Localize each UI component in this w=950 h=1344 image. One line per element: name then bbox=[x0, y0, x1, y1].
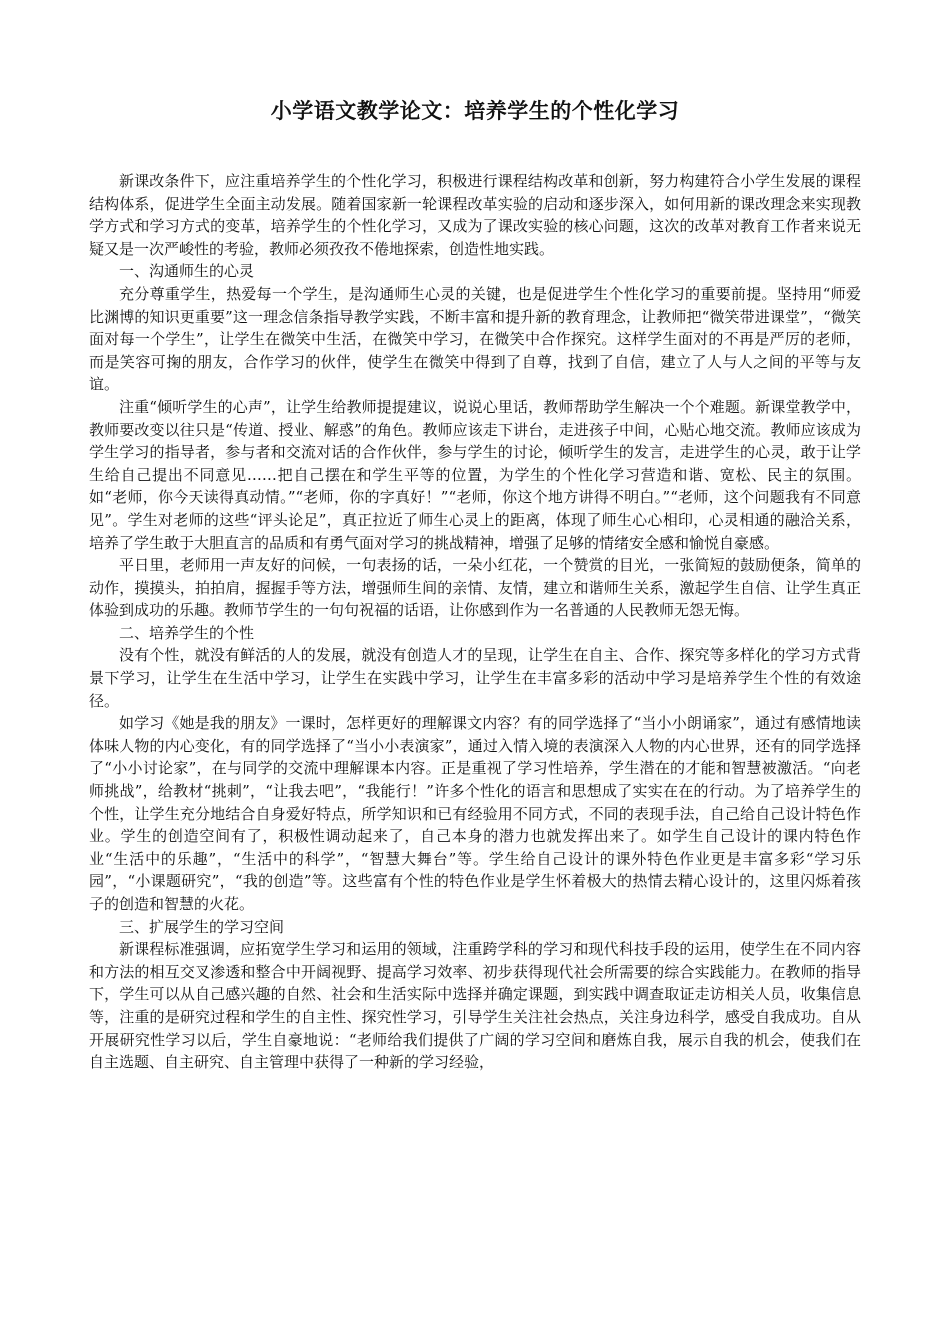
body-paragraph: 平日里，老师用一声友好的问候，一句表扬的话，一朵小红花，一个赞赏的目光，一张简短的鼓励便条，简单的动作，摸摸头，拍拍肩，握握手等方法，增强师生间的亲情、友情，建立和谐师生关系，激起学生自信、让学生真正体验到成功的乐趣。教师节学生的一句句祝福的话语，让你感到作为一名普通的人民教师无怨无悔。 bbox=[89, 556, 861, 620]
section-heading-3: 三、扩展学生的学习空间 bbox=[119, 917, 285, 936]
body-paragraph: 新课程标准强调，应拓宽学生学习和运用的领域，注重跨学科的学习和现代科技手段的运用，使学生在不同内容和方法的相互交叉渗透和整合中开阔视野、提高学习效率、初步获得现代社会所需要的综合实践能力。在教师的指导下，学生可以从自己感兴趣的自然、社会和生活实际中选择并确定课题，到实践中调查取证走访相关人员，收集信息等，注重的是研究过程和学生的自主性、探究性学习，引导学生关注社会热点，关注身边科学，感受自我成功。自从开展研究性学习以后，学生自豪地说：“老师给我们提供了广阔的学习空间和磨炼自我，展示自我的机会，使我们在自主选题、自主研究、自主管理中获得了一种新的学习经验， bbox=[89, 940, 861, 1072]
document-title: 小学语文教学论文：培养学生的个性化学习 bbox=[270, 99, 680, 123]
body-paragraph: 注重“倾听学生的心声”，让学生给教师提提建议，说说心里话，教师帮助学生解决一个个难题。新课堂教学中，教师要改变以往只是“传道、授业、解惑”的角色。教师应该走下讲台，走进孩子中间，心贴心地交流。教师应该成为学生学习的指导者，参与者和交流对话的合作伙伴，参与学生的讨论，倾听学生的发言，走进学生的心灵，敢于让学生给自己提出不同意见……把自己摆在和学生平等的位置，为学生的个性化学习营造和谐、宽松、民主的氛围。如“老师，你今天读得真动情。”“老师，你的字真好！”“老师，你这个地方讲得不明白。”“老师，这个问题我有不同意见”。学生对老师的这些“评头论足”，真正拉近了师生心灵上的距离，体现了师生心心相印，心灵相通的融洽关系，培养了学生敢于大胆直言的品质和有勇气面对学习的挑战精神，增强了足够的情绪安全感和愉悦自豪感。 bbox=[89, 397, 861, 552]
section-heading-2: 二、培养学生的个性 bbox=[119, 623, 255, 642]
body-paragraph: 没有个性，就没有鲜活的人的发展，就没有创造人才的呈现，让学生在自主、合作、探究等多样化的学习方式背景下学习，让学生在生活中学习，让学生在实践中学习，让学生在丰富多彩的活动中学习是培养学生个性的有效途径。 bbox=[89, 646, 861, 710]
body-paragraph: 充分尊重学生，热爱每一个学生，是沟通师生心灵的关键，也是促进学生个性化学习的重要前提。坚持用“师爱比渊博的知识更重要”这一理念信条指导教学实践，不断丰富和提升新的教育理念，让教师把“微笑带进课堂”，“微笑面对每一个学生”，让学生在微笑中生活，在微笑中学习，在微笑中合作探究。这样学生面对的不再是严厉的老师，而是笑容可掬的朋友，合作学习的伙伴，使学生在微笑中得到了自尊，找到了自信，建立了人与人之间的平等与友谊。 bbox=[89, 284, 861, 394]
intro-paragraph: 新课改条件下，应注重培养学生的个性化学习，积极进行课程结构改革和创新，努力构建符合小学生发展的课程结构体系，促进学生全面主动发展。随着国家新一轮课程改革实验的启动和逐步深入，如何用新的课改理念来实现教学方式和学习方式的变革，培养学生的个性化学习，又成为了课改实验的核心问题，这次的改革对教育工作者来说无疑又是一次严峻性的考验，教师必须孜孜不倦地探索，创造性地实践。 bbox=[89, 172, 861, 258]
section-heading-1: 一、沟通师生的心灵 bbox=[119, 262, 255, 281]
document-body bbox=[89, 170, 861, 1074]
body-paragraph: 如学习《她是我的朋友》一课时，怎样更好的理解课文内容？有的同学选择了“当小小朗诵家”，通过有感情地读体味人物的内心变化，有的同学选择了“当小小表演家”，通过入情入境的表演深入人物的内心世界，还有的同学选择了“小小讨论家”，在与同学的交流中理解课本内容。正是重视了学习性培养，学生潜在的才能和智慧被激活。“向老师挑战”，给教材“挑刺”，“让我去吧”，“我能行！”许多个性化的语言和思想成了实实在在的行动。为了培养学生的个性，让学生充分地结合自身爱好特点，所学知识和已有经验用不同方式，不同的表现手法，自己给自己设计特色作业。学生的创造空间有了，积极性调动起来了，自己本身的潜力也就发挥出来了。如学生自己设计的课内特色作业“生活中的乐趣”，“生活中的科学”，“智慧大舞台”等。学生给自己设计的课外特色作业更是丰富多彩“学习乐园”，“小课题研究”，“我的创造”等。这些富有个性的特色作业是学生怀着极大的热情去精心设计的，这里闪烁着孩子的创造和智慧的火花。 bbox=[89, 714, 861, 913]
document-page bbox=[89, 0, 861, 1074]
